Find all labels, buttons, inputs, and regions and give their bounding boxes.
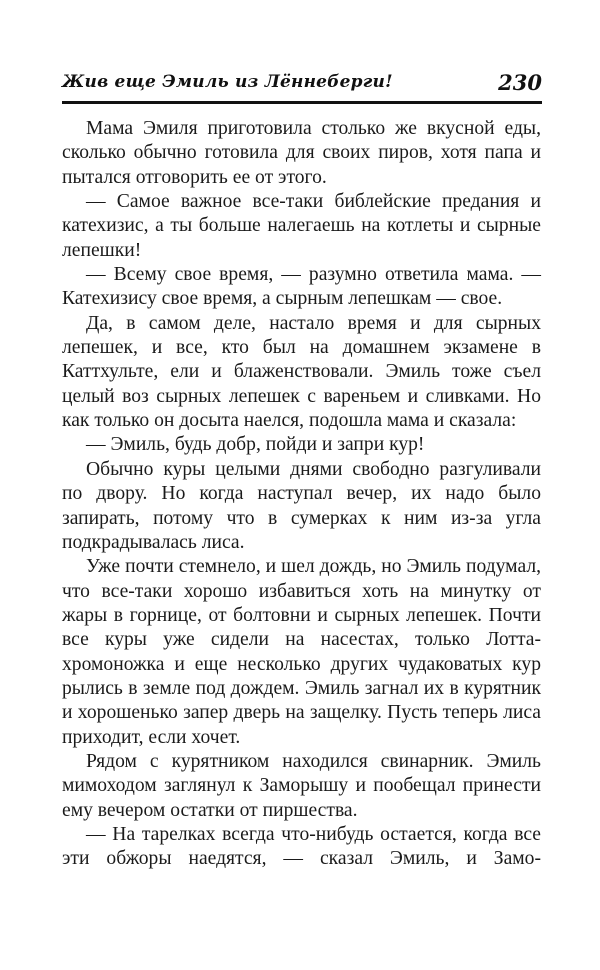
running-head — [62, 70, 542, 100]
paragraph: — На тарелках всегда что-нибудь остается, когда все эти обжоры наедятся, — сказал Эмиль, и Замо- — [62, 823, 541, 870]
paragraph: — Всему свое время, — разумно ответила мама. — Катехизису свое время, а сырным лепешкам — свое. — [62, 264, 541, 310]
paragraph: Мама Эмиля приготовила столько же вкусной еды, сколько обычно готовила для своих пиров, хотя папа и пытался отговорить ее от этого. — [62, 118, 541, 188]
page-number: 230 — [498, 70, 542, 95]
paragraph: — Самое важное все-таки библейские предания и катехизис, а ты больше налегаешь на котлеты и сырные лепешки! — [62, 191, 541, 261]
book-title: Жив еще Эмиль из Лённеберги! — [62, 72, 393, 92]
body-text — [62, 117, 541, 872]
paragraph: Да, в самом деле, настало время и для сырных лепешек, и все, кто был на домашнем экзамене в Каттхульте, ели и блаженствовали. Эмиль тоже съел целый воз сырных лепешек с вареньем и сливками. Но как только он досыта наелся, подошла мама и сказала: — [62, 312, 541, 432]
paragraph: Обычно куры целыми днями свободно разгуливали по двору. Но когда наступал вечер, их надо было запирать, потому что в сумерках к ним из-за угла подкрадывалась лиса. — [62, 458, 541, 553]
paragraph: — Эмиль, будь добр, пойди и запри кур! — [86, 434, 425, 456]
header-rule — [62, 101, 542, 104]
paragraph: Рядом с курятником находился свинарник. Эмиль мимоходом заглянул к Заморышу и пообещал принести ему вечером остатки от пиршества. — [62, 750, 541, 821]
paragraph: Уже почти стемнело, и шел дождь, но Эмиль подумал, что все-таки хорошо избавиться хоть на минутку от жары в горнице, от болтовни и сырных лепешек. Почти все куры уже сидели на насестах, только Лотта-хромоножка и еще несколько других чудаковатых кур рылись в земле под дождем. Эмиль загнал их в курятник и хорошенько запер дверь на защелку. Пусть теперь лиса приходит, если хочет. — [62, 556, 541, 748]
